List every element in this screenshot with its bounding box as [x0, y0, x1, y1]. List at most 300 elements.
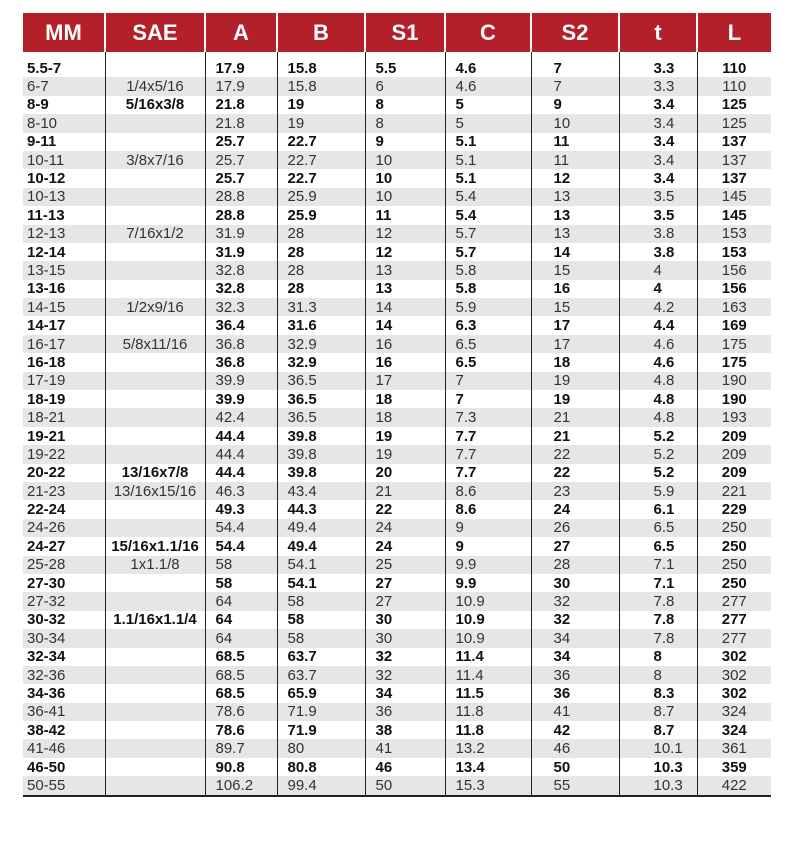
- cell-s1: 12: [365, 225, 445, 243]
- cell-t: 3.4: [619, 133, 697, 151]
- cell-s2: 22: [531, 445, 619, 463]
- cell-t: 4.6: [619, 335, 697, 353]
- cell-l: 156: [697, 280, 771, 298]
- cell-s2: 30: [531, 574, 619, 592]
- cell-a: 32.8: [205, 261, 277, 279]
- cell-mm: 8-10: [23, 114, 105, 132]
- cell-a: 44.4: [205, 464, 277, 482]
- cell-c: 13.4: [445, 758, 531, 776]
- cell-l: 137: [697, 169, 771, 187]
- table-row: [23, 648, 771, 666]
- cell-b: 22.7: [277, 151, 365, 169]
- cell-b: 25.9: [277, 206, 365, 224]
- cell-t: 4.8: [619, 372, 697, 390]
- cell-c: 5.1: [445, 133, 531, 151]
- cell-mm: 34-36: [23, 684, 105, 702]
- cell-s2: 13: [531, 188, 619, 206]
- cell-b: 36.5: [277, 372, 365, 390]
- table-row: [23, 77, 771, 95]
- cell-t: 5.2: [619, 427, 697, 445]
- cell-mm: 20-22: [23, 464, 105, 482]
- table-row: [23, 243, 771, 261]
- cell-sae: [105, 684, 205, 702]
- cell-l: 324: [697, 721, 771, 739]
- cell-c: 5: [445, 114, 531, 132]
- cell-b: 99.4: [277, 776, 365, 795]
- cell-mm: 8-9: [23, 96, 105, 114]
- cell-s2: 32: [531, 592, 619, 610]
- spec-table: [23, 13, 771, 797]
- cell-s2: 34: [531, 629, 619, 647]
- cell-s2: 36: [531, 666, 619, 684]
- column-header-a: A: [205, 13, 277, 52]
- cell-b: 28: [277, 225, 365, 243]
- cell-b: 31.3: [277, 298, 365, 316]
- table-row: [23, 482, 771, 500]
- cell-s1: 16: [365, 335, 445, 353]
- cell-b: 49.4: [277, 537, 365, 555]
- cell-a: 32.8: [205, 280, 277, 298]
- cell-sae: 13/16x7/8: [105, 464, 205, 482]
- cell-s1: 27: [365, 574, 445, 592]
- table-row: [23, 519, 771, 537]
- cell-a: 17.9: [205, 59, 277, 77]
- cell-t: 4.8: [619, 390, 697, 408]
- cell-t: 3.4: [619, 114, 697, 132]
- cell-a: 36.8: [205, 335, 277, 353]
- cell-b: 31.6: [277, 316, 365, 334]
- cell-c: 7.7: [445, 427, 531, 445]
- cell-sae: 1/2x9/16: [105, 298, 205, 316]
- cell-b: 49.4: [277, 519, 365, 537]
- cell-b: 28: [277, 261, 365, 279]
- cell-s2: 23: [531, 482, 619, 500]
- cell-a: 78.6: [205, 721, 277, 739]
- cell-l: 190: [697, 390, 771, 408]
- cell-s1: 12: [365, 243, 445, 261]
- cell-c: 10.9: [445, 629, 531, 647]
- cell-a: 44.4: [205, 445, 277, 463]
- cell-sae: [105, 169, 205, 187]
- cell-sae: 5/16x3/8: [105, 96, 205, 114]
- cell-b: 65.9: [277, 684, 365, 702]
- cell-l: 209: [697, 464, 771, 482]
- cell-t: 7.1: [619, 556, 697, 574]
- table-row: [23, 574, 771, 592]
- cell-l: 250: [697, 574, 771, 592]
- cell-t: 4.2: [619, 298, 697, 316]
- cell-a: 54.4: [205, 519, 277, 537]
- cell-b: 71.9: [277, 721, 365, 739]
- table-row: [23, 537, 771, 555]
- cell-mm: 41-46: [23, 739, 105, 757]
- cell-s1: 11: [365, 206, 445, 224]
- cell-t: 4: [619, 280, 697, 298]
- cell-t: 5.2: [619, 445, 697, 463]
- cell-s2: 14: [531, 243, 619, 261]
- cell-c: 6.3: [445, 316, 531, 334]
- cell-l: 221: [697, 482, 771, 500]
- column-header-l: L: [697, 13, 771, 52]
- cell-c: 5.1: [445, 169, 531, 187]
- cell-a: 64: [205, 629, 277, 647]
- cell-mm: 22-24: [23, 500, 105, 518]
- cell-a: 31.9: [205, 225, 277, 243]
- table-row: [23, 666, 771, 684]
- cell-l: 250: [697, 537, 771, 555]
- table-row: [23, 721, 771, 739]
- cell-a: 89.7: [205, 739, 277, 757]
- cell-sae: [105, 592, 205, 610]
- cell-sae: [105, 445, 205, 463]
- cell-l: 250: [697, 519, 771, 537]
- cell-mm: 13-16: [23, 280, 105, 298]
- cell-s1: 5.5: [365, 59, 445, 77]
- table-row: [23, 739, 771, 757]
- cell-sae: [105, 758, 205, 776]
- cell-mm: 12-13: [23, 225, 105, 243]
- cell-s2: 21: [531, 408, 619, 426]
- cell-l: 156: [697, 261, 771, 279]
- cell-b: 44.3: [277, 500, 365, 518]
- cell-s2: 15: [531, 261, 619, 279]
- cell-a: 78.6: [205, 703, 277, 721]
- cell-sae: [105, 519, 205, 537]
- cell-a: 25.7: [205, 133, 277, 151]
- cell-t: 10.1: [619, 739, 697, 757]
- cell-sae: [105, 427, 205, 445]
- cell-a: 21.8: [205, 114, 277, 132]
- header-row: [23, 13, 771, 52]
- cell-s1: 24: [365, 537, 445, 555]
- table-row: [23, 316, 771, 334]
- cell-c: 5.7: [445, 243, 531, 261]
- cell-l: 163: [697, 298, 771, 316]
- cell-sae: [105, 133, 205, 151]
- cell-mm: 16-17: [23, 335, 105, 353]
- cell-t: 6.5: [619, 537, 697, 555]
- cell-t: 7.1: [619, 574, 697, 592]
- cell-a: 31.9: [205, 243, 277, 261]
- cell-l: 175: [697, 335, 771, 353]
- cell-c: 11.4: [445, 666, 531, 684]
- cell-sae: [105, 114, 205, 132]
- cell-a: 54.4: [205, 537, 277, 555]
- cell-mm: 18-19: [23, 390, 105, 408]
- cell-a: 25.7: [205, 169, 277, 187]
- cell-b: 39.8: [277, 427, 365, 445]
- table-row: [23, 611, 771, 629]
- cell-t: 5.9: [619, 482, 697, 500]
- table-row: [23, 500, 771, 518]
- cell-mm: 30-32: [23, 611, 105, 629]
- cell-b: 39.8: [277, 464, 365, 482]
- cell-mm: 14-17: [23, 316, 105, 334]
- cell-sae: 3/8x7/16: [105, 151, 205, 169]
- cell-t: 3.4: [619, 96, 697, 114]
- cell-b: 15.8: [277, 59, 365, 77]
- cell-c: 7: [445, 372, 531, 390]
- cell-c: 8.6: [445, 482, 531, 500]
- cell-c: 5.8: [445, 280, 531, 298]
- cell-sae: [105, 629, 205, 647]
- cell-s2: 46: [531, 739, 619, 757]
- cell-mm: 19-22: [23, 445, 105, 463]
- cell-s1: 32: [365, 666, 445, 684]
- cell-b: 54.1: [277, 574, 365, 592]
- cell-s2: 55: [531, 776, 619, 795]
- cell-mm: 25-28: [23, 556, 105, 574]
- cell-sae: [105, 372, 205, 390]
- cell-sae: 1/4x5/16: [105, 77, 205, 95]
- cell-c: 6.5: [445, 353, 531, 371]
- cell-s1: 16: [365, 353, 445, 371]
- column-header-mm: MM: [23, 13, 105, 52]
- cell-s2: 34: [531, 648, 619, 666]
- cell-s2: 36: [531, 684, 619, 702]
- cell-s1: 22: [365, 500, 445, 518]
- cell-s2: 11: [531, 133, 619, 151]
- cell-c: 5: [445, 96, 531, 114]
- cell-b: 28: [277, 243, 365, 261]
- cell-t: 3.5: [619, 206, 697, 224]
- cell-a: 39.9: [205, 372, 277, 390]
- table-row: [23, 261, 771, 279]
- table-row: [23, 629, 771, 647]
- cell-t: 3.8: [619, 225, 697, 243]
- cell-mm: 27-32: [23, 592, 105, 610]
- cell-s1: 34: [365, 684, 445, 702]
- cell-s2: 7: [531, 59, 619, 77]
- cell-t: 8.3: [619, 684, 697, 702]
- cell-c: 8.6: [445, 500, 531, 518]
- cell-mm: 46-50: [23, 758, 105, 776]
- cell-c: 15.3: [445, 776, 531, 795]
- cell-s2: 16: [531, 280, 619, 298]
- cell-sae: 15/16x1.1/16: [105, 537, 205, 555]
- cell-sae: 1.1/16x1.1/4: [105, 611, 205, 629]
- cell-mm: 13-15: [23, 261, 105, 279]
- cell-mm: 21-23: [23, 482, 105, 500]
- cell-c: 9: [445, 519, 531, 537]
- cell-a: 44.4: [205, 427, 277, 445]
- cell-s2: 42: [531, 721, 619, 739]
- cell-t: 7.8: [619, 592, 697, 610]
- table-row: [23, 225, 771, 243]
- cell-sae: [105, 353, 205, 371]
- cell-t: 8.7: [619, 703, 697, 721]
- table-row: [23, 758, 771, 776]
- cell-l: 125: [697, 114, 771, 132]
- table-row: [23, 206, 771, 224]
- cell-t: 4: [619, 261, 697, 279]
- cell-c: 13.2: [445, 739, 531, 757]
- cell-a: 42.4: [205, 408, 277, 426]
- cell-sae: [105, 59, 205, 77]
- cell-a: 32.3: [205, 298, 277, 316]
- cell-mm: 19-21: [23, 427, 105, 445]
- cell-sae: 5/8x11/16: [105, 335, 205, 353]
- cell-b: 25.9: [277, 188, 365, 206]
- cell-l: 190: [697, 372, 771, 390]
- cell-s1: 10: [365, 169, 445, 187]
- table-row: [23, 390, 771, 408]
- table-row: [23, 59, 771, 77]
- table-row: [23, 280, 771, 298]
- table-row: [23, 372, 771, 390]
- table-row: [23, 133, 771, 151]
- cell-s1: 9: [365, 133, 445, 151]
- table-header: [23, 13, 771, 52]
- cell-c: 7.7: [445, 464, 531, 482]
- cell-a: 25.7: [205, 151, 277, 169]
- cell-l: 209: [697, 445, 771, 463]
- cell-s2: 15: [531, 298, 619, 316]
- cell-a: 21.8: [205, 96, 277, 114]
- cell-c: 11.5: [445, 684, 531, 702]
- cell-s2: 9: [531, 96, 619, 114]
- cell-t: 3.5: [619, 188, 697, 206]
- table-row: [23, 188, 771, 206]
- cell-s1: 50: [365, 776, 445, 795]
- table-row: [23, 684, 771, 702]
- cell-t: 4.6: [619, 353, 697, 371]
- cell-s1: 8: [365, 114, 445, 132]
- cell-t: 7.8: [619, 629, 697, 647]
- cell-sae: [105, 666, 205, 684]
- cell-sae: [105, 408, 205, 426]
- cell-s1: 25: [365, 556, 445, 574]
- cell-sae: [105, 721, 205, 739]
- table-row: [23, 464, 771, 482]
- cell-mm: 27-30: [23, 574, 105, 592]
- cell-a: 90.8: [205, 758, 277, 776]
- cell-l: 229: [697, 500, 771, 518]
- cell-s2: 13: [531, 206, 619, 224]
- table-row: [23, 445, 771, 463]
- cell-sae: [105, 243, 205, 261]
- cell-mm: 24-26: [23, 519, 105, 537]
- cell-t: 4.4: [619, 316, 697, 334]
- cell-mm: 9-11: [23, 133, 105, 151]
- column-header-c: C: [445, 13, 531, 52]
- cell-t: 3.4: [619, 169, 697, 187]
- cell-s2: 11: [531, 151, 619, 169]
- cell-c: 7.3: [445, 408, 531, 426]
- cell-s1: 18: [365, 390, 445, 408]
- cell-a: 46.3: [205, 482, 277, 500]
- cell-c: 5.8: [445, 261, 531, 279]
- cell-c: 11.4: [445, 648, 531, 666]
- cell-c: 4.6: [445, 77, 531, 95]
- cell-s1: 8: [365, 96, 445, 114]
- table-row: [23, 114, 771, 132]
- cell-sae: [105, 739, 205, 757]
- table-row: [23, 427, 771, 445]
- cell-b: 22.7: [277, 133, 365, 151]
- cell-mm: 10-12: [23, 169, 105, 187]
- cell-c: 11.8: [445, 721, 531, 739]
- table-row: [23, 353, 771, 371]
- cell-l: 153: [697, 225, 771, 243]
- cell-l: 302: [697, 648, 771, 666]
- cell-sae: [105, 188, 205, 206]
- cell-sae: [105, 316, 205, 334]
- cell-b: 80.8: [277, 758, 365, 776]
- cell-c: 7: [445, 390, 531, 408]
- cell-t: 3.3: [619, 59, 697, 77]
- cell-s1: 13: [365, 261, 445, 279]
- cell-b: 19: [277, 96, 365, 114]
- cell-s2: 13: [531, 225, 619, 243]
- cell-sae: [105, 776, 205, 795]
- cell-l: 169: [697, 316, 771, 334]
- cell-mm: 32-34: [23, 648, 105, 666]
- table-row: [23, 408, 771, 426]
- cell-sae: [105, 261, 205, 279]
- cell-s2: 12: [531, 169, 619, 187]
- cell-a: 64: [205, 592, 277, 610]
- cell-c: 5.4: [445, 188, 531, 206]
- cell-a: 28.8: [205, 206, 277, 224]
- cell-l: 137: [697, 133, 771, 151]
- cell-mm: 17-19: [23, 372, 105, 390]
- cell-b: 28: [277, 280, 365, 298]
- cell-s1: 6: [365, 77, 445, 95]
- cell-a: 58: [205, 556, 277, 574]
- cell-b: 63.7: [277, 648, 365, 666]
- cell-b: 58: [277, 611, 365, 629]
- cell-l: 209: [697, 427, 771, 445]
- cell-l: 359: [697, 758, 771, 776]
- table-row: [23, 592, 771, 610]
- cell-s2: 17: [531, 316, 619, 334]
- table-row: [23, 169, 771, 187]
- cell-t: 10.3: [619, 776, 697, 795]
- cell-s2: 28: [531, 556, 619, 574]
- cell-l: 145: [697, 188, 771, 206]
- cell-s1: 10: [365, 188, 445, 206]
- cell-a: 58: [205, 574, 277, 592]
- cell-sae: [105, 703, 205, 721]
- cell-a: 68.5: [205, 648, 277, 666]
- cell-mm: 36-41: [23, 703, 105, 721]
- cell-t: 8: [619, 666, 697, 684]
- cell-s1: 17: [365, 372, 445, 390]
- cell-s1: 36: [365, 703, 445, 721]
- header-spacer-row: [23, 52, 771, 59]
- cell-c: 5.9: [445, 298, 531, 316]
- cell-mm: 18-21: [23, 408, 105, 426]
- table-row: [23, 335, 771, 353]
- cell-a: 17.9: [205, 77, 277, 95]
- cell-s1: 19: [365, 427, 445, 445]
- cell-b: 39.8: [277, 445, 365, 463]
- cell-l: 422: [697, 776, 771, 795]
- cell-l: 277: [697, 611, 771, 629]
- cell-sae: [105, 390, 205, 408]
- cell-b: 32.9: [277, 353, 365, 371]
- cell-sae: [105, 280, 205, 298]
- cell-s2: 26: [531, 519, 619, 537]
- cell-sae: 7/16x1/2: [105, 225, 205, 243]
- cell-b: 22.7: [277, 169, 365, 187]
- cell-s2: 19: [531, 390, 619, 408]
- cell-s1: 10: [365, 151, 445, 169]
- cell-sae: 13/16x15/16: [105, 482, 205, 500]
- cell-t: 3.8: [619, 243, 697, 261]
- cell-t: 8.7: [619, 721, 697, 739]
